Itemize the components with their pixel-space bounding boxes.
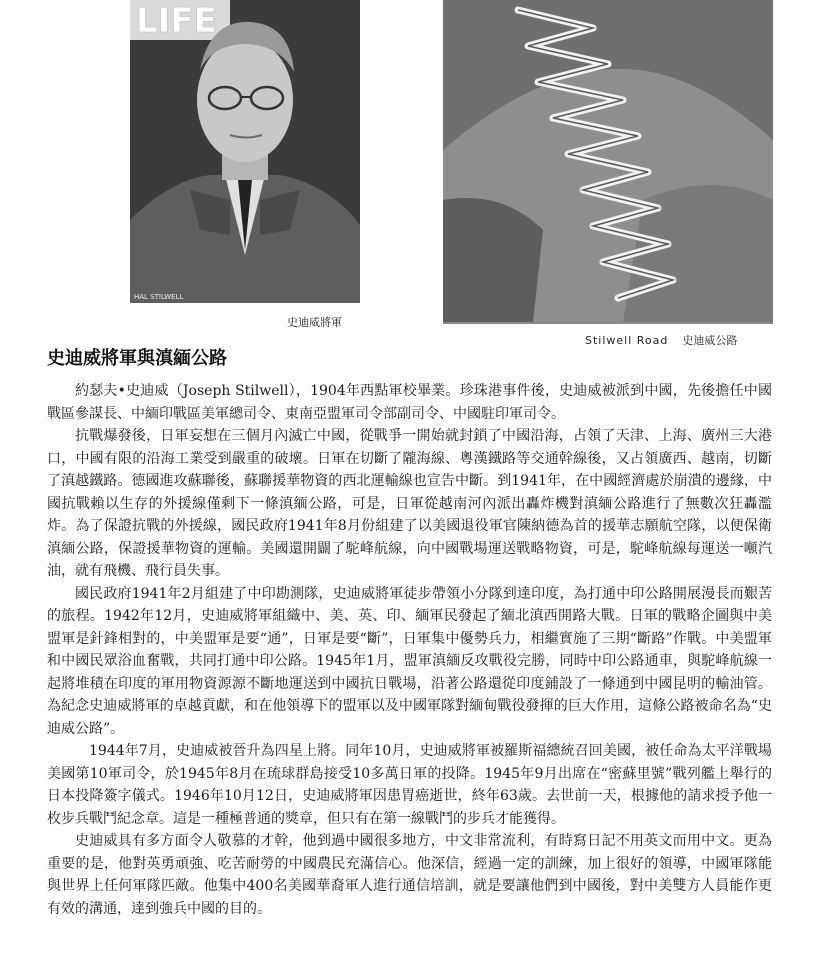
stilwell-road-photo bbox=[443, 0, 773, 324]
paragraph: 國民政府1941年2月組建了中印勘測隊，史迪威將軍徒步帶領小分隊到達印度，為打通中印公路開展漫長而艱苦的旅程。1942年12月，史迪威將軍組織中、美、英、印、緬軍民發起了緬北滇西開路大戰。日軍的戰略企圖與中美盟軍是針鋒相對的，中美盟軍是要“通”，日軍是要“斷”，日軍集中優勢兵力，相繼實施了三期“斷路”作戰。中美盟軍和中國民眾浴血奮戰，共同打通中印公路。1945年1月，盟軍滇緬反攻戰役完勝，同時中印公路通車，與駝峰航線一起將堆積在印度的軍用物資源源不斷地運送到中國抗日戰場，沿著公路還從印度鋪設了一條通到中國昆明的輸油管。為紀念史迪威將軍的卓越貢獻，和在他領導下的盟軍以及中國軍隊對緬甸戰役發揮的巨大作用，這條公路被命名為“史迪威公路”。 bbox=[47, 585, 772, 737]
paragraph: 抗戰爆發後，日軍妄想在三個月內滅亡中國，從戰爭一開始就封鎖了中國沿海，占領了天津、上海、廣州三大港口，中國有限的沿海工業受到嚴重的破壞。日軍在切斷了隴海線、粵漢鐵路等交通幹線後，又占領廣西、越南，切斷了滇越鐵路。德國進攻蘇聯後，蘇聯援華物資的西北運輸線也宣告中斷。到1941年，在中國經濟處於崩潰的邊緣，中國抗戰賴以生存的外援線僅剩下一條滇緬公路，可是，日軍從越南河內派出轟炸機對滇緬公路進行了無數次狂轟濫炸。為了保證抗戰的外援線，國民政府1941年8月份組建了以美國退役軍官陳納德為首的援華志願航空隊，以便保衛滇緬公路，保證援華物資的運輸。美國還開闢了駝峰航線，向中國戰場運送戰略物資，可是，駝峰航線每運送一噸汽油，就有飛機、飛行員失事。 bbox=[47, 428, 772, 579]
road-caption-zh: 史迪威公路 bbox=[682, 334, 738, 347]
photo-print-label: HAL STILWELL bbox=[134, 293, 184, 301]
portrait-photo bbox=[130, 0, 360, 303]
paragraph: 約瑟夫•史迪威（Joseph Stilwell），1904年西點軍校畢業。珍珠港事件後，史迪威被派到中國，先後擔任中國戰區參謀長、中緬印戰區美軍總司令、東南亞盟軍司令部副司令、中國駐印軍司令。 bbox=[47, 383, 772, 422]
portrait-illustration bbox=[130, 0, 360, 303]
road-caption-en: Stilwell Road bbox=[585, 334, 669, 347]
road-illustration bbox=[443, 0, 773, 322]
portrait-caption: 史迪威將軍 bbox=[287, 316, 342, 329]
paragraph: 史迪威具有多方面令人敬慕的才幹，他到過中國很多地方，中文非常流利，有時寫日記不用英文而用中文。更為重要的是，他對英勇頑強、吃苦耐勞的中國農民充滿信心。他深信，經過一定的訓練，加上很好的領導，中國軍隊能與世界上任何軍隊匹敵。他集中400名美國華裔軍人進行通信培訓，就是要讓他們到中國後，對中美雙方人員能作更有效的溝通，達到強兵中國的目的。 bbox=[47, 833, 772, 917]
article-body bbox=[47, 380, 772, 920]
road-caption bbox=[585, 332, 737, 348]
life-logo: LIFE bbox=[136, 1, 217, 41]
paragraph: 1944年7月，史迪威被晉升為四星上將。同年10月，史迪威將軍被羅斯福總統召回美國，被任命為太平洋戰場美國第10軍司令，於1945年8月在琉球群島接受10多萬日軍的投降。1945年9月出席在“密蘇里號”戰列艦上舉行的日本投降簽字儀式。1946年10月12日，史迪威將軍因患胃癌逝世，終年63歲。去世前一天，根據他的請求授予他一枚步兵戰鬥紀念章。這是一種極普通的獎章，但只有在第一線戰鬥的步兵才能獲得。 bbox=[47, 743, 772, 827]
article-title: 史迪威將軍與滇緬公路 bbox=[47, 348, 227, 369]
